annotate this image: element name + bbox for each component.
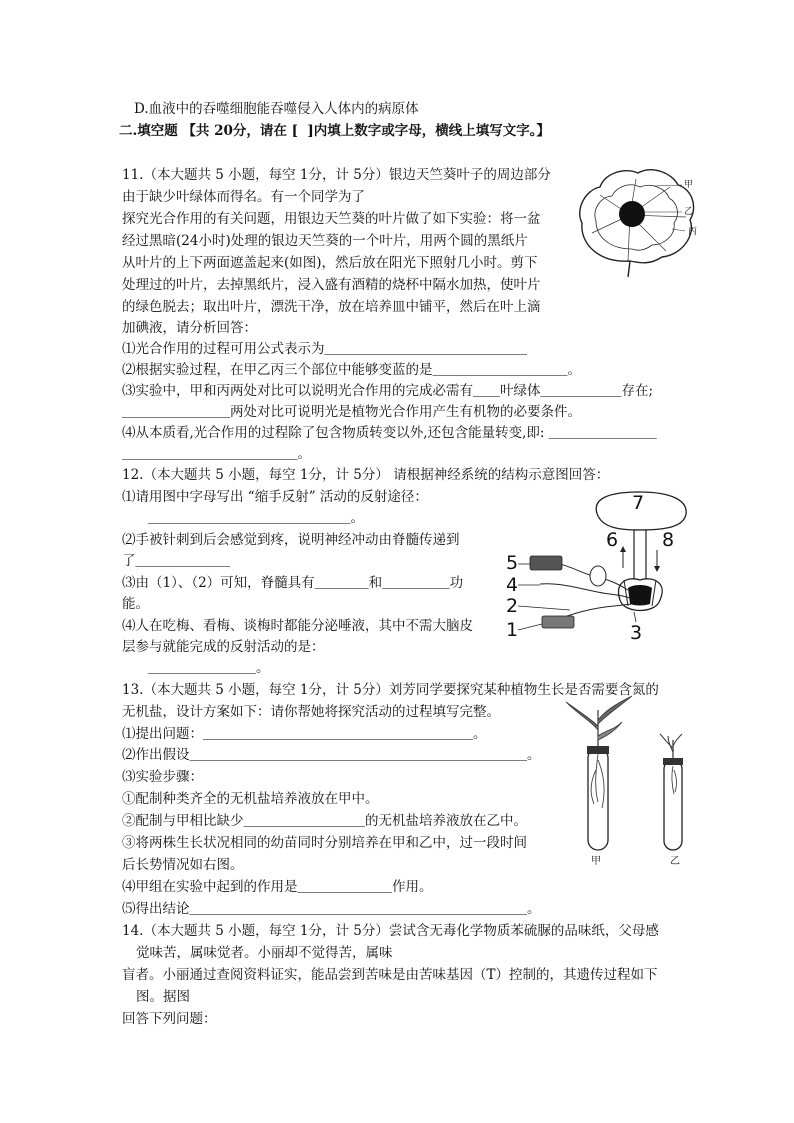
question-11-part-3: ⑶实验中，甲和丙两处对比可以说明光合作用的完成必需有＿＿叶绿体＿＿＿＿＿＿存在;	[122, 383, 654, 399]
question-14-title: 14.（本大题共 5 小题，每空 1分，计 5分）尝试含无毒化学物质苯硫脲的品味纸，父母感	[122, 923, 659, 939]
option-d-text: D.血液中的吞噬细胞能吞噬侵入人体内的病原体	[134, 101, 419, 117]
question-11-text: 从叶片的上下两面遮盖起来(如图)，然后放在阳光下照射几小时。剪下	[122, 255, 538, 271]
nerve-label-4: 4	[506, 574, 519, 596]
test-tube-seedlings-diagram	[560, 690, 690, 860]
question-11-part-4-cont: ＿＿＿＿＿＿＿＿＿＿＿＿＿。	[122, 446, 311, 462]
leaf-label-jia: 甲	[684, 180, 694, 190]
question-14-text: 回答下列问题：	[122, 1011, 217, 1027]
question-12-part-2: ⑵手被针刺到后会感觉到疼，说明神经冲动由脊髓传递到	[122, 532, 460, 548]
question-12-part-4-cont: 层参与就能完成的反射活动的是：	[122, 639, 325, 655]
nerve-label-5: 5	[506, 552, 519, 574]
question-12-part-1: ⑴请用图中字母写出 “缩手反射” 活动的反射途径：	[122, 489, 428, 505]
question-12-part-3: ⑶由（1）、（2）可知，脊髓具有＿＿＿＿和＿＿＿＿＿功	[122, 575, 464, 591]
question-11-part-3-cont: ＿＿＿＿＿＿＿＿两处对比可说明光是植物光合作用产生有机物的必要条件。	[122, 404, 581, 420]
question-14-text: 盲者。小丽通过查阅资料证实，能品尝到苦味是由苦味基因（T）控制的，其遗传过程如下	[122, 967, 658, 983]
question-11-text: 经过黑暗(24小时)处理的银边天竺葵的一个叶片，用两个圆的黑纸片	[122, 233, 528, 249]
question-13-step-1: ①配制种类齐全的无机盐培养液放在甲中。	[122, 791, 379, 807]
question-11-text: 的绿色脱去；取出叶片，漂洗干净，放在培养皿中铺平，然后在叶上滴	[122, 299, 541, 315]
nerve-label-2: 2	[506, 595, 519, 617]
question-13-part-4: ⑷甲组在实验中起到的作用是＿＿＿＿＿＿＿作用。	[122, 879, 433, 895]
leaf-label-yi: 乙	[684, 207, 694, 217]
nerve-label-1: 1	[506, 619, 519, 641]
question-13-text: 无机盐，设计方案如下：请你帮她将探究活动的过程填写完整。	[122, 704, 500, 720]
question-13-step-3-cont: 后长势情况如右图。	[122, 857, 244, 873]
question-13-step-3: ③将两株生长状况相同的幼苗同时分别培养在甲和乙中，过一段时间	[122, 835, 527, 851]
section-heading-fill-blank: 二.填空题 【共 20分，请在 [ ]内填上数字或字母，横线上填写文字。】	[119, 123, 551, 139]
question-11-text: 由于缺少叶绿体而得名。有一个同学为了	[122, 189, 365, 205]
question-12-part-3-cont: 能。	[122, 596, 149, 612]
question-13-part-3: ⑶实验步骤：	[122, 769, 203, 785]
question-13-title: 13.（本大题共 5 小题，每空 1分，计 5分）刘芳同学要探究某种植物生长是否需要含氮的	[122, 682, 659, 698]
tube-label-jia: 甲	[591, 856, 601, 867]
question-13-part-2: ⑵作出假设＿＿＿＿＿＿＿＿＿＿＿＿＿＿＿＿＿＿＿＿＿＿＿＿＿。	[122, 747, 541, 763]
question-11-title: 11.（本大题共 5 小题，每空 1分，计 5分）银边天竺葵叶子的周边部分	[122, 167, 551, 183]
question-11-text: 加碘液，请分析回答：	[122, 320, 257, 336]
question-11-text: 处理过的叶片，去掉黑纸片，浸入盛有酒精的烧杯中隔水加热，使叶片	[122, 277, 541, 293]
nerve-label-8: 8	[662, 529, 675, 551]
question-11-text: 探究光合作用的有关问题，用银边天竺葵的叶片做了如下实验：将一盆	[122, 211, 541, 227]
question-11-part-1: ⑴光合作用的过程可用公式表示为＿＿＿＿＿＿＿＿＿＿＿＿＿＿＿	[122, 341, 527, 357]
question-13-part-1: ⑴提出问题：＿＿＿＿＿＿＿＿＿＿＿＿＿＿＿＿＿＿＿＿。	[122, 726, 487, 742]
leaf-diagram	[570, 165, 700, 280]
nervous-system-diagram	[510, 488, 700, 643]
nerve-label-6: 6	[606, 529, 619, 551]
nerve-label-3: 3	[630, 622, 643, 644]
tube-label-yi: 乙	[670, 856, 680, 867]
question-13-step-2: ②配制与甲相比缺少＿＿＿＿＿＿＿＿＿的无机盐培养液放在乙中。	[122, 813, 527, 829]
question-11-part-4: ⑷从本质看,光合作用的过程除了包含物质转变以外,还包含能量转变,即: ＿＿＿＿＿＿＿＿	[122, 425, 657, 441]
question-14-text: 图。据图	[136, 989, 190, 1005]
question-12-part-2-cont: 了＿＿＿＿＿＿＿	[122, 553, 230, 569]
question-12-title: 12.（本大题共 5 小题，每空 1分，计 5分） 请根据神经系统的结构示意图回答：	[122, 467, 610, 483]
question-11-part-2: ⑵根据实验过程，在甲乙丙三个部位中能够变蓝的是＿＿＿＿＿＿＿＿＿＿。	[122, 362, 581, 378]
question-12-blank: ＿＿＿＿＿＿＿＿。	[148, 660, 270, 676]
question-14-text: 觉味苦，属味觉者。小丽却不觉得苦，属味	[136, 945, 393, 961]
question-13-part-5: ⑸得出结论＿＿＿＿＿＿＿＿＿＿＿＿＿＿＿＿＿＿＿＿＿＿＿＿＿。	[122, 901, 541, 917]
question-12-part-4: ⑷人在吃梅、看梅、谈梅时都能分泌唾液，其中不需大脑皮	[122, 618, 473, 634]
leaf-label-bing: 丙	[688, 227, 698, 237]
question-12-blank: ＿＿＿＿＿＿＿＿＿＿＿＿＿＿＿。	[148, 510, 364, 526]
nerve-label-7: 7	[632, 492, 645, 514]
